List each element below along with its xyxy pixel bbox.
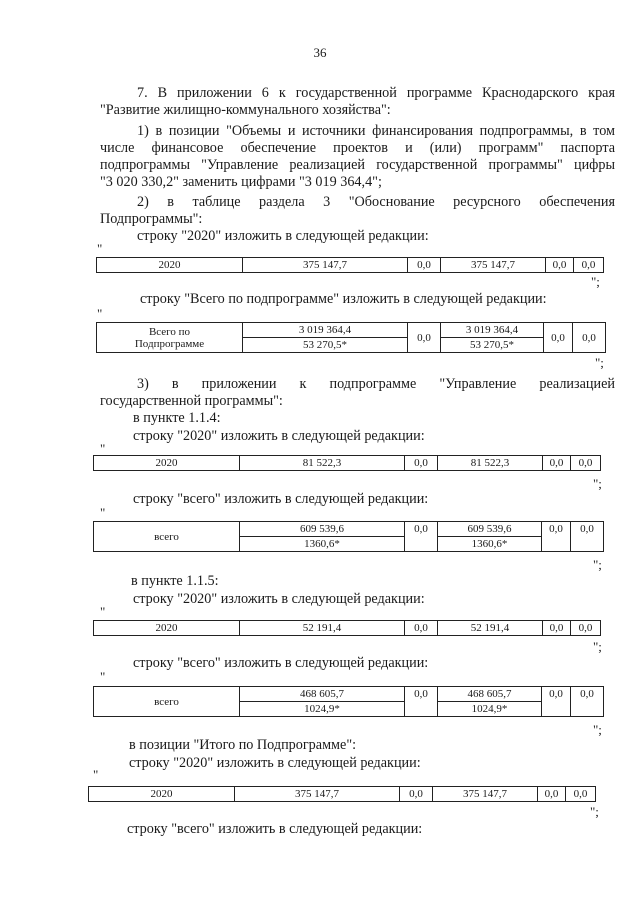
cell-value: 81 522,3: [240, 456, 405, 471]
row-2020-instruction: строку "2020" изложить в следующей редакции:: [129, 755, 421, 771]
table-vsego-b: [93, 521, 604, 552]
vsego-instruction: строку "всего" изложить в следующей редакции:: [127, 821, 423, 837]
cell-value: 3 019 364,4: [441, 323, 544, 338]
cell-value: 1360,6*: [240, 537, 405, 552]
item-3-line-2: государственной программы":: [100, 393, 283, 409]
cell-label: всего: [94, 522, 240, 552]
item-1-line-2: числе финансовое обеспечение проектов и (или) программ" паспорта: [100, 140, 615, 156]
cell-value: 0,0: [542, 522, 571, 552]
close-quote: ";: [591, 274, 600, 289]
item-1-line-1: 1) в позиции "Объемы и источники финансирования подпрограммы, в том: [137, 123, 615, 139]
cell-value: 468 605,7: [240, 687, 405, 702]
cell-label: всего: [94, 687, 240, 717]
cell-value: 375 147,7: [433, 787, 538, 802]
cell-value: 0,0: [408, 323, 441, 353]
cell-value: 0,0: [538, 787, 566, 802]
table-vsego-c: [93, 686, 604, 717]
cell-value: 609 539,6: [240, 522, 405, 537]
cell-value: 0,0: [542, 687, 571, 717]
cell-value: 52 191,4: [438, 621, 543, 636]
close-quote: ";: [595, 355, 604, 370]
itogo-instruction: в позиции "Итого по Подпрограмме":: [129, 737, 357, 753]
cell-label: 2020: [97, 258, 243, 273]
item-2-line-1: 2) в таблице раздела 3 "Обоснование ресурсного обеспечения: [137, 194, 615, 210]
section-7-line-1: 7. В приложении 6 к государственной программе Краснодарского края: [137, 85, 615, 101]
close-quote: ";: [593, 722, 602, 737]
row-2020-instruction: строку "2020" изложить в следующей редакции:: [137, 228, 429, 244]
cell-value: 0,0: [574, 258, 604, 273]
close-quote: ";: [590, 804, 599, 819]
cell-value: 0,0: [571, 621, 601, 636]
label-line-1: Всего по: [148, 325, 191, 338]
cell-value: 0,0: [400, 787, 433, 802]
cell-value: 0,0: [573, 323, 606, 353]
section-7-line-2: "Развитие жилищно-коммунального хозяйства":: [100, 102, 391, 118]
cell-value: 0,0: [408, 258, 441, 273]
item-3-line-1: 3) в приложении к подпрограмме "Управление реализацией: [137, 376, 615, 392]
cell-value: 3 019 364,4: [243, 323, 408, 338]
cell-value: 0,0: [566, 787, 596, 802]
table-total-subprogram: [96, 322, 606, 353]
cell-value: 0,0: [546, 258, 574, 273]
cell-value: 53 270,5*: [441, 338, 544, 353]
table-row-2020-b: [93, 455, 601, 471]
cell-value: 0,0: [405, 522, 438, 552]
point-1-1-5: в пункте 1.1.5:: [131, 573, 219, 589]
cell-value: 0,0: [571, 687, 604, 717]
cell-value: 0,0: [571, 456, 601, 471]
cell-value: 375 147,7: [243, 258, 408, 273]
open-quote: ": [93, 767, 99, 782]
item-2-line-2: Подпрограммы":: [100, 211, 203, 227]
cell-value: 53 270,5*: [243, 338, 408, 353]
cell-label: 2020: [89, 787, 235, 802]
cell-value: 0,0: [544, 323, 573, 353]
open-quote: ": [100, 505, 106, 520]
row-2020-instruction: строку "2020" изложить в следующей редакции:: [133, 428, 425, 444]
cell-value: 468 605,7: [438, 687, 542, 702]
point-1-1-4: в пункте 1.1.4:: [133, 410, 221, 426]
cell-value: 0,0: [405, 621, 438, 636]
page-number: 36: [313, 45, 327, 60]
row-2020-instruction: строку "2020" изложить в следующей редакции:: [133, 591, 425, 607]
cell-value: 0,0: [543, 621, 571, 636]
label-line-2: Подпрограмме: [134, 337, 205, 350]
close-quote: ";: [593, 639, 602, 654]
cell-value: 375 147,7: [235, 787, 400, 802]
close-quote: ";: [593, 557, 602, 572]
cell-label: 2020: [94, 621, 240, 636]
open-quote: ": [97, 306, 103, 321]
close-quote: ";: [593, 476, 602, 491]
cell-value: 81 522,3: [438, 456, 543, 471]
item-1-line-3: подпрограммы "Управление реализацией государственной программы" цифры: [100, 157, 615, 173]
cell-value: 0,0: [405, 456, 438, 471]
cell-value: 1360,6*: [438, 537, 542, 552]
cell-value: 52 191,4: [240, 621, 405, 636]
cell-value: 0,0: [405, 687, 438, 717]
cell-value: 375 147,7: [441, 258, 546, 273]
table-row-2020-c: [93, 620, 601, 636]
item-1-line-4: "3 020 330,2" заменить цифрами "3 019 364,4";: [100, 174, 382, 190]
cell-value: 609 539,6: [438, 522, 542, 537]
cell-value: 1024,9*: [240, 702, 405, 717]
cell-value: 0,0: [571, 522, 604, 552]
cell-label: 2020: [94, 456, 240, 471]
table-row-2020-d: [88, 786, 596, 802]
open-quote: ": [100, 669, 106, 684]
open-quote: ": [100, 441, 106, 456]
vsego-instruction: строку "всего" изложить в следующей редакции:: [133, 491, 429, 507]
vsego-instruction: строку "всего" изложить в следующей редакции:: [133, 655, 429, 671]
cell-value: 1024,9*: [438, 702, 542, 717]
open-quote: ": [100, 604, 106, 619]
open-quote: ": [97, 241, 103, 256]
cell-label: [97, 323, 243, 353]
total-instruction: строку "Всего по подпрограмме" изложить в следующей редакции:: [140, 291, 547, 307]
cell-value: 0,0: [543, 456, 571, 471]
table-row-2020-a: [96, 257, 604, 273]
